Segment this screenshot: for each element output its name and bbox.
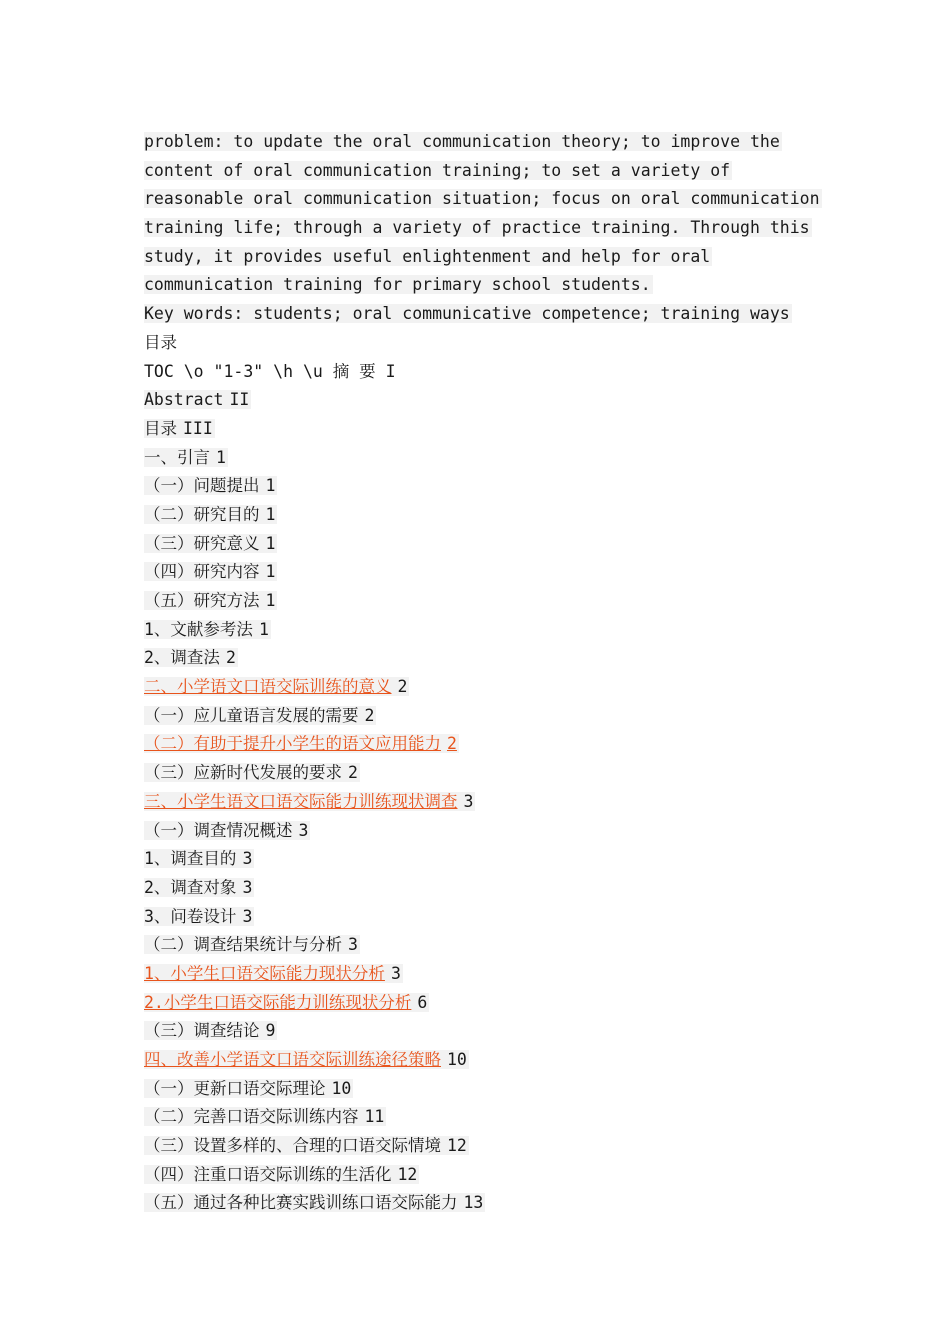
toc-entry-label: （二）研究目的	[144, 504, 260, 524]
abstract-line-text: content of oral communication training; to set a variety of	[144, 160, 731, 180]
abstract-line-text: training life; through a variety of practice training. Through this	[144, 218, 810, 238]
toc-entry-link[interactable]: （二）有助于提升小学生的语文应用能力	[144, 734, 441, 754]
toc-entry-body	[144, 648, 238, 667]
toc-entry-label: 2、调查法	[144, 648, 220, 668]
abstract-line-text: reasonable oral communication situation; focus on oral communication	[144, 189, 820, 209]
toc-entry	[144, 558, 824, 587]
toc-entry-label: （三）研究意义	[144, 533, 260, 553]
toc-entry-body	[144, 591, 277, 610]
toc-entry-page: 2	[364, 705, 375, 725]
toc-entry-label: （一）更新口语交际理论	[144, 1078, 326, 1098]
toc-entry	[144, 1161, 824, 1190]
abstract-line	[144, 214, 824, 243]
table-of-contents	[144, 386, 824, 1218]
toc-entry	[144, 386, 824, 415]
toc-entry	[144, 472, 824, 501]
toc-entry-label: 3、问卷设计	[144, 906, 237, 926]
toc-entry-body	[144, 1107, 386, 1126]
toc-entry-page: 2	[397, 677, 408, 697]
toc-entry-label: 2、调查对象	[144, 877, 237, 897]
toc-entry-body	[144, 964, 403, 983]
toc-entry-body	[144, 821, 310, 840]
toc-entry-body	[144, 1050, 469, 1069]
toc-entry-body	[144, 534, 277, 553]
toc-entry	[144, 444, 824, 473]
toc-entry-label: 一、引言	[144, 447, 210, 467]
abstract-line	[144, 128, 824, 157]
toc-entry	[144, 415, 824, 444]
toc-entry-page: 3	[298, 820, 309, 840]
toc-entry-body	[144, 734, 459, 753]
toc-entry-page: 1	[216, 447, 226, 467]
toc-entry[interactable]	[144, 673, 824, 702]
toc-entry[interactable]	[144, 960, 824, 989]
toc-entry-body	[144, 706, 376, 725]
toc-entry-body	[144, 792, 475, 811]
toc-entry-label: 1、调查目的	[144, 849, 237, 869]
toc-entry-label: （一）问题提出	[144, 476, 260, 496]
toc-entry-label: 1、文献参考法	[144, 619, 253, 639]
toc-entry-body	[144, 993, 429, 1012]
toc-entry-page: 9	[265, 1021, 276, 1041]
toc-entry-label: （一）调查情况概述	[144, 820, 293, 840]
toc-entry-body	[144, 1165, 419, 1184]
toc-entry-body	[144, 1193, 485, 1212]
toc-entry-page: III	[183, 418, 213, 438]
toc-entry-page: 3	[242, 906, 253, 926]
abstract-paragraph	[144, 128, 824, 300]
toc-entry-page: 10	[331, 1078, 352, 1098]
toc-entry-link[interactable]: 1、小学生口语交际能力现状分析	[144, 963, 385, 983]
toc-entry-body	[144, 935, 360, 954]
toc-entry	[144, 817, 824, 846]
abstract-line	[144, 185, 824, 214]
toc-entry	[144, 530, 824, 559]
toc-entry-label: （三）调查结论	[144, 1021, 260, 1041]
toc-entry-page: 1	[265, 562, 276, 582]
toc-entry	[144, 501, 824, 530]
toc-entry-body	[144, 448, 228, 467]
toc-heading-text: 目录	[144, 332, 177, 352]
toc-entry-page: 3	[348, 935, 358, 955]
abstract-line	[144, 271, 824, 300]
toc-entry-link[interactable]: 三、小学生语文口语交际能力训练现状调查	[144, 791, 458, 811]
toc-entry	[144, 644, 824, 673]
abstract-line	[144, 243, 824, 272]
toc-entry-page: 2	[348, 763, 358, 783]
toc-entry-link[interactable]: 二、小学语文口语交际训练的意义	[144, 677, 392, 697]
toc-entry-body	[144, 849, 254, 868]
toc-entry-page[interactable]: 2	[447, 734, 457, 754]
toc-entry-label: （四）注重口语交际训练的生活化	[144, 1164, 392, 1184]
toc-entry	[144, 1103, 824, 1132]
toc-entry	[144, 1017, 824, 1046]
toc-entry-body	[144, 620, 271, 639]
toc-heading	[144, 329, 824, 358]
toc-entry	[144, 845, 824, 874]
toc-entry-body	[144, 390, 251, 409]
toc-entry	[144, 616, 824, 645]
toc-entry-page: 3	[242, 877, 253, 897]
toc-entry	[144, 903, 824, 932]
abstract-line-text: communication training for primary school students.	[144, 275, 651, 295]
keywords-text: Key words: students; oral communicative competence; training ways	[144, 304, 790, 324]
toc-entry-label: 目录	[144, 418, 177, 438]
toc-entry-label: （三）设置多样的、合理的口语交际情境	[144, 1136, 441, 1156]
toc-entry-page: 3	[463, 791, 474, 811]
toc-entry-link[interactable]: 四、改善小学语文口语交际训练途径策略	[144, 1050, 441, 1069]
toc-entry[interactable]	[144, 989, 824, 1018]
abstract-line-text: study, it provides useful enlightenment and help for oral	[144, 246, 711, 266]
toc-entry-label: （五）研究方法	[144, 591, 260, 610]
toc-entry-body	[144, 419, 215, 438]
toc-entry-body	[144, 562, 277, 581]
toc-entry-body	[144, 677, 409, 696]
toc-entry[interactable]	[144, 730, 824, 759]
toc-entry	[144, 1075, 824, 1104]
toc-entry-body	[144, 505, 277, 524]
abstract-line-text: problem: to update the oral communication theory; to improve the	[144, 132, 780, 151]
toc-entry-body	[144, 1136, 469, 1155]
toc-entry-body	[144, 1021, 277, 1040]
toc-entry-body	[144, 763, 360, 782]
toc-entry-page: 12	[397, 1164, 418, 1184]
toc-entry-body	[144, 476, 277, 495]
toc-entry-label: （二）调查结果统计与分析	[144, 935, 342, 955]
toc-entry-page: 1	[265, 476, 276, 496]
toc-entry-page: 3	[390, 963, 401, 983]
toc-entry-page: 13	[463, 1193, 484, 1213]
toc-field-line	[144, 358, 824, 387]
toc-entry[interactable]	[144, 1046, 824, 1075]
toc-entry-page: 12	[447, 1136, 467, 1156]
toc-entry-label: （三）应新时代发展的要求	[144, 763, 342, 783]
toc-entry-page: 1	[258, 619, 269, 639]
toc-entry-page: 2	[225, 648, 236, 668]
toc-entry-page: 3	[242, 849, 253, 869]
toc-entry-label: （五）通过各种比赛实践训练口语交际能力	[144, 1193, 458, 1213]
toc-entry-label: （二）完善口语交际训练内容	[144, 1107, 359, 1127]
toc-entry-page: II	[229, 390, 250, 410]
toc-entry	[144, 587, 824, 616]
toc-entry-page: 1	[265, 591, 276, 610]
toc-entry	[144, 874, 824, 903]
keywords-line	[144, 300, 824, 329]
toc-entry[interactable]	[144, 788, 824, 817]
toc-entry	[144, 1189, 824, 1218]
document-content	[144, 128, 824, 1218]
toc-entry-page: 1	[265, 504, 276, 524]
toc-entry-body	[144, 1079, 353, 1098]
toc-entry-link[interactable]: 2.小学生口语交际能力训练现状分析	[144, 992, 412, 1012]
toc-entry	[144, 759, 824, 788]
abstract-line	[144, 157, 824, 186]
toc-entry	[144, 931, 824, 960]
toc-entry	[144, 702, 824, 731]
toc-entry-page: 6	[417, 992, 428, 1012]
toc-entry-label: （一）应儿童语言发展的需要	[144, 705, 359, 725]
toc-entry-label: Abstract	[144, 390, 224, 410]
toc-entry-page: 1	[265, 533, 276, 553]
toc-entry-body	[144, 878, 254, 897]
toc-entry	[144, 1132, 824, 1161]
toc-field-text: TOC \o "1-3" \h \u 摘 要 I	[144, 361, 396, 381]
toc-entry-page: 10	[447, 1050, 467, 1069]
toc-entry-body	[144, 907, 254, 926]
toc-entry-page: 11	[364, 1107, 385, 1127]
toc-entry-label: （四）研究内容	[144, 562, 260, 582]
